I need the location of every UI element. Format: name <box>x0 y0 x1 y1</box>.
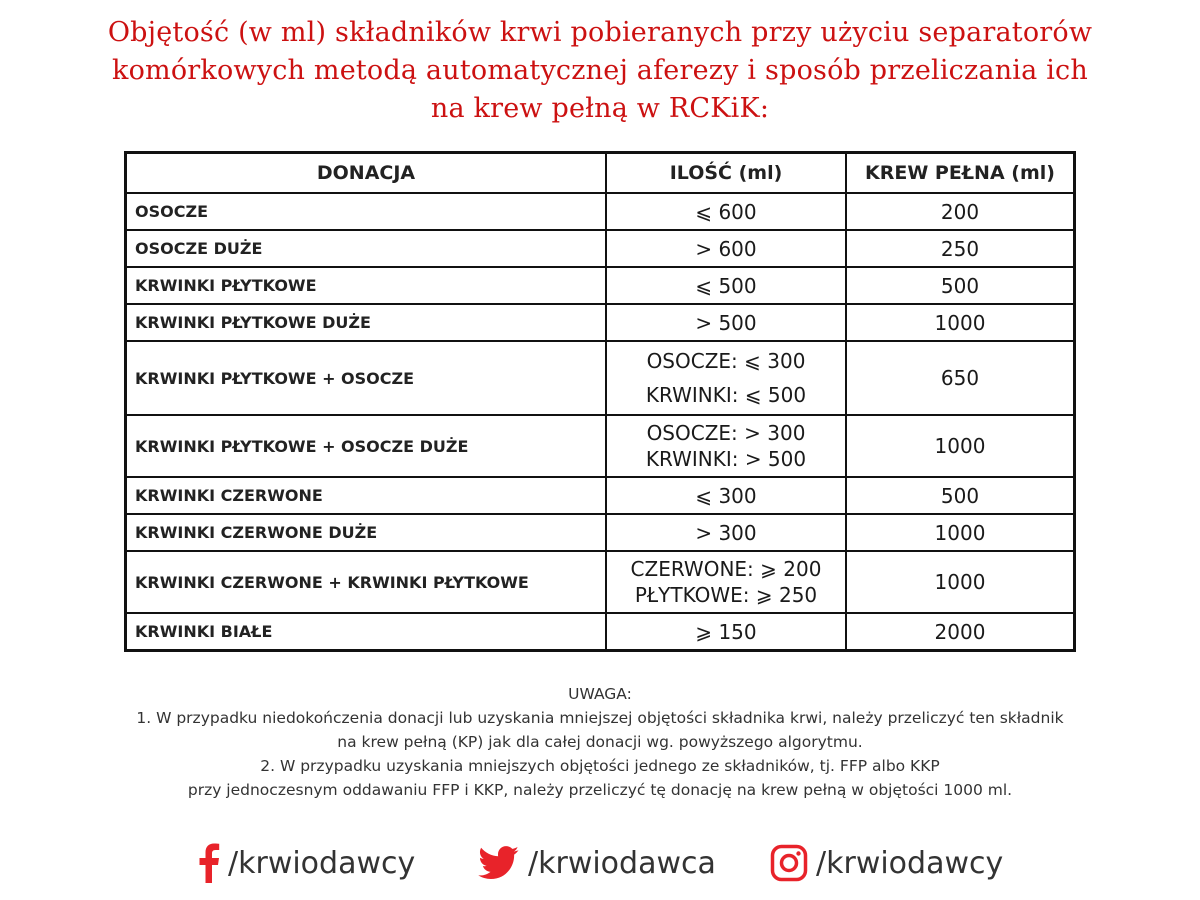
donation-amount <box>606 551 846 613</box>
amount-line: OSOCZE: > 300 <box>646 421 806 445</box>
table-row <box>126 304 1075 341</box>
donation-name: OSOCZE <box>126 193 607 230</box>
donation-name: KRWINKI PŁYTKOWE + OSOCZE <box>126 341 607 415</box>
note-1-line-2: na krew pełną (KP) jak dla całej donacji wg. powyższego algorytmu. <box>337 733 863 751</box>
whole-blood-value: 2000 <box>846 613 1075 651</box>
table-row <box>126 551 1075 613</box>
donation-name: KRWINKI PŁYTKOWE + OSOCZE DUŻE <box>126 415 607 477</box>
note-1-line-1: 1. W przypadku niedokończenia donacji lub uzyskania mniejszej objętości składnika krwi, należy przeliczyć ten składnik <box>136 709 1064 727</box>
donation-amount <box>606 304 846 341</box>
donation-name: OSOCZE DUŻE <box>126 230 607 267</box>
amount-line: ⩽ 600 <box>695 199 757 224</box>
donation-name: KRWINKI CZERWONE DUŻE <box>126 514 607 551</box>
title-line-1: Objętość (w ml) składników krwi pobieranych przy użyciu separatorów <box>107 17 1093 48</box>
twitter-handle: /krwiodawca <box>528 845 716 881</box>
page-title <box>40 14 1160 128</box>
donation-amount <box>606 514 846 551</box>
facebook-handle: /krwiodawcy <box>228 845 416 881</box>
donation-amount <box>606 341 846 415</box>
donation-amount <box>606 267 846 304</box>
amount-line: OSOCZE: ⩽ 300 <box>646 349 806 373</box>
table-row <box>126 193 1075 230</box>
facebook-icon <box>198 843 220 883</box>
whole-blood-value: 1000 <box>846 551 1075 613</box>
instagram-icon <box>770 844 808 882</box>
twitter-link[interactable] <box>478 838 716 888</box>
instagram-link[interactable] <box>770 838 1003 888</box>
twitter-bird-icon <box>478 846 520 880</box>
amount-line: PŁYTKOWE: ⩾ 250 <box>634 583 818 607</box>
donation-amount <box>606 193 846 230</box>
donation-name: KRWINKI PŁYTKOWE DUŻE <box>126 304 607 341</box>
table-row <box>126 341 1075 415</box>
whole-blood-value: 650 <box>846 341 1075 415</box>
table-row <box>126 477 1075 514</box>
amount-line: ⩽ 500 <box>695 273 757 298</box>
donation-table <box>124 151 1076 652</box>
amount-line: > 500 <box>695 310 757 335</box>
amount-line: ⩽ 300 <box>695 483 757 508</box>
whole-blood-value: 500 <box>846 477 1075 514</box>
amount-line: > 300 <box>695 520 757 545</box>
note-2-line-1: 2. W przypadku uzyskania mniejszych objętości jednego ze składników, tj. FFP albo KKP <box>260 757 940 775</box>
donation-amount <box>606 230 846 267</box>
title-line-2: komórkowych metodą automatycznej aferezy i sposób przeliczania ich <box>112 55 1088 86</box>
table-header-row <box>126 153 1075 194</box>
facebook-link[interactable] <box>198 838 415 888</box>
amount-line: > 600 <box>695 236 757 261</box>
donation-name: KRWINKI PŁYTKOWE <box>126 267 607 304</box>
social-links <box>0 838 1200 888</box>
table-row <box>126 613 1075 651</box>
donation-amount <box>606 613 846 651</box>
amount-line: CZERWONE: ⩾ 200 <box>630 557 822 581</box>
whole-blood-value: 1000 <box>846 304 1075 341</box>
donation-name: KRWINKI CZERWONE <box>126 477 607 514</box>
donation-amount <box>606 477 846 514</box>
donation-name: KRWINKI CZERWONE + KRWINKI PŁYTKOWE <box>126 551 607 613</box>
note-2-line-2: przy jednoczesnym oddawaniu FFP i KKP, należy przeliczyć tę donację na krew pełną w objętości 1000 ml. <box>187 781 1013 799</box>
table-row <box>126 267 1075 304</box>
header-amount: ILOŚĆ (ml) <box>606 153 846 194</box>
whole-blood-value: 500 <box>846 267 1075 304</box>
table-row <box>126 415 1075 477</box>
whole-blood-value: 250 <box>846 230 1075 267</box>
amount-line: KRWINKI: ⩽ 500 <box>645 383 807 407</box>
notes-heading: UWAGA: <box>568 685 632 703</box>
whole-blood-value: 200 <box>846 193 1075 230</box>
amount-line: KRWINKI: > 500 <box>645 447 807 471</box>
donation-amount <box>606 415 846 477</box>
table-row <box>126 514 1075 551</box>
whole-blood-value: 1000 <box>846 514 1075 551</box>
instagram-handle: /krwiodawcy <box>816 845 1004 881</box>
donation-name: KRWINKI BIAŁE <box>126 613 607 651</box>
header-donation: DONACJA <box>126 153 607 194</box>
amount-line: ⩾ 150 <box>695 619 757 644</box>
header-whole-blood: KREW PEŁNA (ml) <box>846 153 1075 194</box>
whole-blood-value: 1000 <box>846 415 1075 477</box>
notes-section <box>20 682 1180 802</box>
table-row <box>126 230 1075 267</box>
title-line-3: na krew pełną w RCKiK: <box>430 93 770 124</box>
